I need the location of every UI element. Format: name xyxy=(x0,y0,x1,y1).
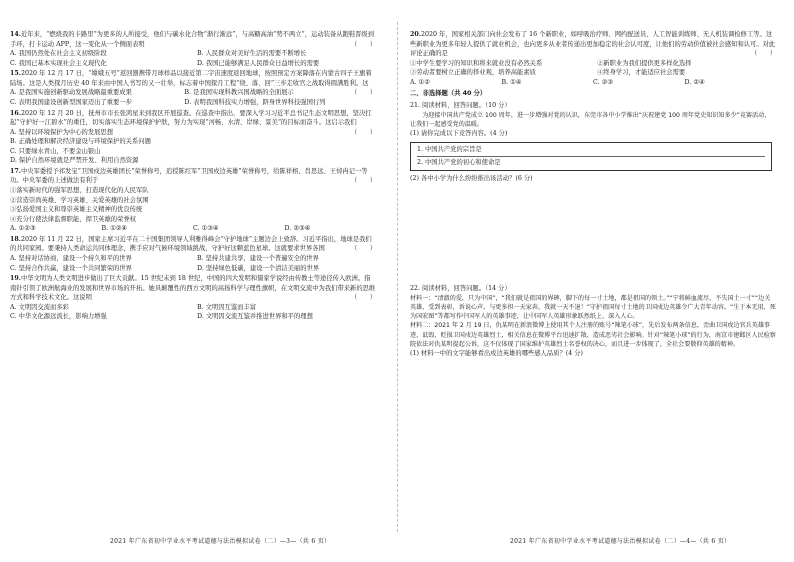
option-b: B. 人民群众对美好生活的需要不断增长 xyxy=(197,50,307,58)
page-footer-right: 2021 年广东省初中学业水平考试道德与法治模拟试卷（二）—4—（共 6 页） xyxy=(510,538,731,545)
option-b: B. ①②④ xyxy=(101,225,128,233)
statement-3: ③劳动者要树立正确的择业观，培养高能素质 xyxy=(410,69,536,77)
option-c: C. 中华文化源远流长，影响力增强 xyxy=(10,313,107,321)
answer-row-1[interactable]: 1. 中国共产党的宗旨是 xyxy=(417,144,765,157)
answer-box xyxy=(410,142,772,171)
option-b: B. 正确处理和解决经济建设与环境保护的关系问题 xyxy=(10,138,151,146)
option-c: C. ②③ xyxy=(593,78,613,86)
option-d: D. 坚持绿色低碳，建设一个清洁美丽的世界 xyxy=(197,264,320,272)
statement-4: ④终身学习，才能适应社会需要 xyxy=(597,69,686,77)
option-a: A. 坚持对话协商，建设一个持久和平的世界 xyxy=(10,254,132,262)
question-21 xyxy=(410,101,776,283)
option-b: B. ①④ xyxy=(501,78,522,86)
question-19: 19.中华文明为人类文明进步做出了巨大贡献。15 世纪末到 18 世纪，中国的四大发明和儒家学说经由传教士等途径传入欧洲。指南针引领了欧洲航海业的发展和世界市场的开拓。她具颠覆性的西方文明的高扬科学与理性旗帜，在文明交流中为我们带来新的思维方式和科学技术文化。这说明 （ ） A. 文明因交流而多彩 B. 文明因互鉴而丰富 C. 中华文化源远流长，影响力增强 D. 文明因交流互鉴并推进世界和平的理想 xyxy=(10,275,376,321)
option-d: D. 我国已能够满足人民群众日益增长的需要 xyxy=(197,59,320,67)
option-c: C. 只要绿水青山，不要金山银山 xyxy=(10,147,101,155)
option-b: B. 坚持共建共享，建设一个普遍安全的世界 xyxy=(197,254,319,262)
answer-blank: （ ） xyxy=(350,294,376,302)
question-stem: 2020 年 12 月 17 日，“嫦娥五号”返回器携带月球样品以接近第二宇宙速度返回地球，按照预定方案降落在内蒙古四子王旗着陆场。这是人类探月历史 40 年来由中国人书写的又一壮举，标志着中国探月工程“绕、落、回”三步走收官之战取得圆满胜利。这 xyxy=(10,70,372,87)
option-d: D. 保护自然环境就是严禁开发、利用自然资源 xyxy=(10,157,139,165)
option-c: C. ①③④ xyxy=(193,225,219,233)
option-c: C. 坚持合作共赢，建设一个共同繁荣的世界 xyxy=(10,264,132,272)
question-stem: 中央军委授予祁发宝“卫国戍边英雄团长”荣誉称号，追授陈红军“卫国戍边英雄”荣誉称号，给陈祥榕、肖思远、王焯冉记一等功。中央军委的上述做法有利于 xyxy=(10,167,368,185)
answer-blank: （ ） xyxy=(750,50,776,58)
statement-2: ②营造崇尚英雄、学习英雄、关爱英雄的社会氛围 xyxy=(10,196,149,204)
option-d: D. 文明因交流互鉴并推进世界和平的理想 xyxy=(197,313,313,321)
right-page xyxy=(410,30,776,360)
section-title: 二、非选择题（共 40 分） xyxy=(410,90,487,98)
option-d: D. ②④ xyxy=(684,78,705,86)
question-stem: 2020 年，国家相关部门向社会发布了 16 个新职业，如呼吸治疗师、网约配送员、人工智能训练师、无人机装调检修工等。这些新职业为更多年轻人提供了就业机会，也向更多从业者传递出更加稳定的社会认可度，让他们的劳动价值被社会感知和认可。对此评论正确的是 xyxy=(410,31,776,58)
answer-blank: （ ） xyxy=(350,128,376,136)
question-stem: 2020 年 12 月 20 日，抚州市市长张鸿星来到我区开展巡查。在巡查中指出，要深入学习习近平总书记生态文明思想，坚决扛起“守护好一江碧水”的重任，切实落实生态环境保护护肤，努力为实现“河畅、水清、岸绿、景美”的目标而奋斗。这启示我们 xyxy=(10,109,372,127)
question-20: 20.2020 年，国家相关部门向社会发布了 16 个新职业，如呼吸治疗师、网约配送员、人工智能训练师、无人机装调检修工等。这些新职业为更多年轻人提供了就业机会，也向更多从业者传递出更加稳定的社会认可度，让他们的劳动价值被社会感知和认可。对此评论正确的是 （ ） ①中学生要学习的知识和将来就业没有必然关系 ②新职业为我们提供更多样化选择 ③劳动者要树立正确的择业观，培养高能素质 ④终身学习，才能适应社会需要 A. ①② B. ①④ C. ②③ D. ②④ xyxy=(410,31,776,86)
statement-1: ①落实新时代的强军思想，打造现代化的人民军队 xyxy=(10,187,149,194)
option-c: C. 我国已基本实现社会主义现代化 xyxy=(10,59,107,67)
question-15: 15.2020 年 12 月 17 日，“嫦娥五号”返回器携带月球样品以接近第二宇宙速度返回地球，按照预定方案降落在内蒙古四子王旗着陆场。这是人类探月历史 40 年来由中国人书写的又一壮举，标志着中国探月工程“绕、落、回”三步走收官之战取得圆满胜利。这 （ ） A. 是我国实施创新驱动发展战略最重要成果 B. 是我国实现科教兴国战略的全面展示 C. 表明我国建设创新型国家迈出了重要一步 D. 表明我国科技实力增强，跻身世界科技强国行列 xyxy=(10,70,376,106)
option-a: A. ①② xyxy=(410,78,430,86)
question-stem: 近年来，“燃烧我的卡路里”为更多的人所接受，他们与碳水化合物“渐行渐远”，与高糖高油“势不两立”，运动装备从跑鞋晋级到手环，打卡运动 APP，这一变化从一个侧面表明 xyxy=(10,31,375,48)
material-1: 材料一：“清澈的爱，只为中国”，“我们就是祖国的界碑，脚下的每一寸土地，都是祖国的领土。”“宁将鲜血流尽，不失国土一寸”“边关英雄，受到表彰，诉说心声。与更多担一天家奔，我就一天不退！”守护祖国每寸土地的卫国戍边英雄令广大青年动容。“生于本无用，死为国宏图”等都写作中国军人的英雄事迹，让中国军人英雄形象跃然纸上，深入人心。 xyxy=(410,294,776,321)
answer-blank: （ ） xyxy=(350,89,376,97)
statement-3: ③弘扬爱国主义和尊崇英雄主义精神的优良传统 xyxy=(10,206,143,214)
question-head: 21. 阅读材料，回答问题。（10 分） xyxy=(410,101,511,109)
question-18: 18.2020 年 11 月 22 日，国家主席习近平在二十国集团领导人利雅得峰会“守护地球”主题边会上致辞。习近平指出，地球是我们的共同家园。要秉持人类命运共同体理念，携手应对气候环境领域挑战，守护好这颗蓝色星球。这就要求世界各国 （ ） A. 坚持对话协商，建设一个持久和平的世界 B. 坚持共建共享，建设一个普遍安全的世界 C. 坚持合作共赢，建设一个共同繁荣的世界 D. 坚持绿色低碳，建设一个清洁美丽的世界 xyxy=(10,235,376,272)
answer-row-2[interactable]: 2. 中国共产党的初心和使命是 xyxy=(417,158,501,166)
option-b: B. 文明因互鉴而丰富 xyxy=(197,303,257,311)
question-stem: 中华文明为人类文明进步做出了巨大贡献。15 世纪末到 18 世纪，中国的四大发明和儒家学说经由传教士等途径传入欧洲。指南针引领了欧洲航海业的发展和世界市场的开拓。她具颠覆性的西方文明的高扬科学与理性旗帜，在文明交流中为我们带来新的思维方式和科学技术文化。这说明 xyxy=(10,275,376,302)
answer-blank: （ ） xyxy=(350,40,376,48)
page-divider xyxy=(397,22,398,532)
statement-1: ①中学生要学习的知识和将来就业没有必然关系 xyxy=(410,59,543,67)
question-16: 16.2020 年 12 月 20 日，抚州市市长张鸿星来到我区开展巡查。在巡查中指出，要深入学习习近平总书记生态文明思想，坚决扛起“守护好一江碧水”的重任，切实落实生态环境保护护肤，努力为实现“河畅、水清、岸绿、景美”的目标而奋斗。这启示我们 （ ） A. 坚持以环境保护为中心的发展思想 B. 正确处理和解决经济建设与环境保护的关系问题 C. 只要绿水青山，不要金山银山 D. 保护自然环境就是严禁开发、利用自然资源 xyxy=(10,109,376,165)
option-a: A. 我国仍然处在社会主义初级阶段 xyxy=(10,50,107,58)
statement-2: ②新职业为我们提供更多样化选择 xyxy=(597,59,692,67)
statement-4: ④充分行使法律监督职能，捍卫英雄的荣誉权 xyxy=(10,215,136,223)
sub-question-1: (1) 材料一中的文字能够看出戍边英雄的哪些感人品质？(4 分) xyxy=(410,350,583,358)
question-22 xyxy=(410,284,776,359)
question-head: 22. 阅读材料，回答问题。（14 分） xyxy=(410,285,511,293)
answer-blank: （ ） xyxy=(350,177,376,185)
left-page xyxy=(10,30,376,323)
option-b: B. 是我国实现科教兴国战略的全面展示 xyxy=(184,89,294,97)
option-d: D. 表明我国科技实力增强，跻身世界科技强国行列 xyxy=(184,98,326,106)
option-a: A. 是我国实施创新驱动发展战略最重要成果 xyxy=(10,89,132,97)
question-stem: 2020 年 11 月 22 日，国家主席习近平在二十国集团领导人利雅得峰会“守护地球”主题边会上致辞。习近平指出，地球是我们的共同家园。要秉持人类命运共同体理念，携手应对气候环境领域挑战，守护好这颗蓝色星球。这就要求世界各国 xyxy=(10,235,372,253)
option-a: A. 坚持以环境保护为中心的发展思想 xyxy=(10,128,114,136)
material-2: 材料二：2021 年 2 月 19 日，仇某明在新浪微博上使用其个人注册的账号“辣笔小球”，先后发布两条信息，歪曲卫国戍边官兵英雄事迹，诋毁、贬损卫国戍边英雄烈士，相关信息在微博平台迅速扩散，造成恶劣社会影响。针对“辣笔小球”的行为，南京市建邺区人民检察院依法对仇某明提起公诉，这不仅体现了国家维护英雄烈士名誉权的决心，而且进一步体现了，全社会要敬仰英雄的精神。 xyxy=(410,322,776,348)
option-d: D. ②③④ xyxy=(284,225,311,233)
answer-space[interactable] xyxy=(410,183,776,283)
page-footer-left: 2021 年广东省初中学业水平考试道德与法治模拟试卷（二）—3—（共 6 页） xyxy=(110,538,331,545)
sub-question-2: (2) 各中小学为什么纷纷推出该活动？(6 分) xyxy=(410,174,533,182)
option-c: C. 表明我国建设创新型国家迈出了重要一步 xyxy=(10,98,132,106)
answer-blank: （ ） xyxy=(350,245,376,253)
question-14: 14.近年来，“燃烧我的卡路里”为更多的人所接受，他们与碳水化合物“渐行渐远”，与高糖高油“势不两立”，运动装备从跑鞋晋级到手环，打卡运动 APP，这一变化从一个侧面表明 （ ） A. 我国仍然处在社会主义初级阶段 B. 人民群众对美好生活的需要不断增长 C. 我国已基本实现社会主义现代化 D. 我国已能够满足人民群众日益增长的需要 xyxy=(10,31,376,67)
sub-question-1: (1) 请你完成以下竞答内容。(4 分) xyxy=(410,130,508,137)
option-a: A. 文明因交流而多彩 xyxy=(10,303,69,311)
material-text: 为迎接中国共产党成立 100 周年，进一步增强对党的认识，东莞市各中小学推出“庆祝建党 100 周年党史知识知多少”竞赛活动，让我们一起感受党的温暖。 xyxy=(410,111,771,128)
question-17: 17.中央军委授予祁发宝“卫国戍边英雄团长”荣誉称号，追授陈红军“卫国戍边英雄”荣誉称号，给陈祥榕、肖思远、王焯冉记一等功。中央军委的上述做法有利于 （ ） ①落实新时代的强军思想，打造现代化的人民军队 ②营造崇尚英雄、学习英雄、关爱英雄的社会氛围 ③弘扬爱国主义和尊崇英雄主义精神的优良传统 ④充分行使法律监督职能，捍卫英雄的荣誉权 A. ①②③ B. ①②④ C. ①③④ D. ②③④ xyxy=(10,167,376,233)
option-a: A. ①②③ xyxy=(10,225,36,233)
